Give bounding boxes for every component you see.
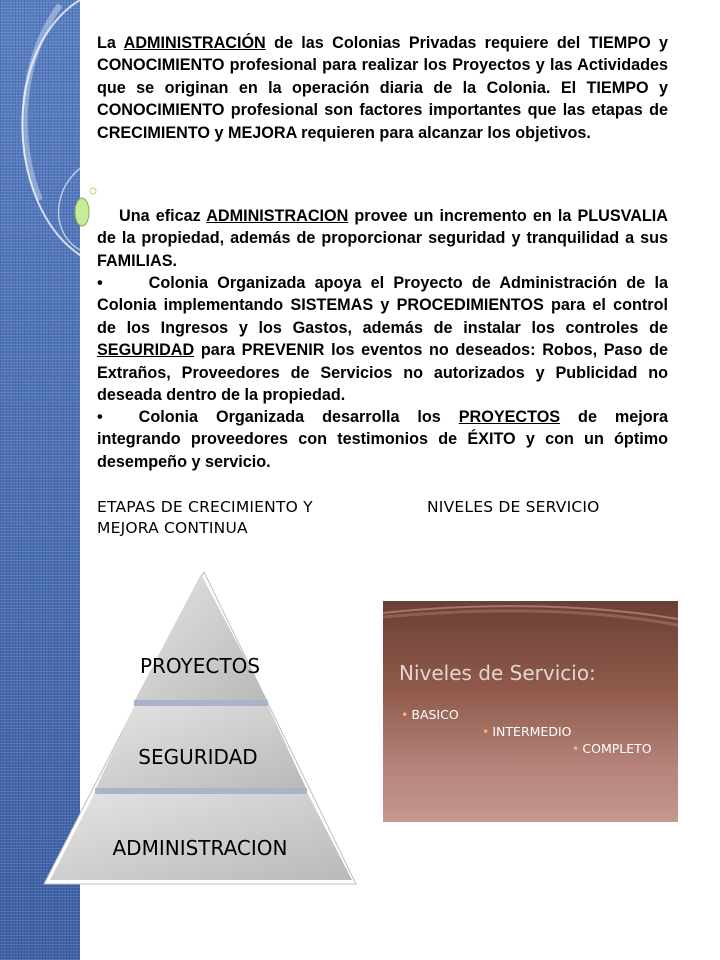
pyramid-level-seguridad: SEGURIDAD: [138, 745, 258, 769]
slide-title: Niveles de Servicio:: [399, 661, 596, 685]
paragraph-administracion: La ADMINISTRACIÓN de las Colonias Privadas requiere del TIEMPO y CONOCIMIENTO profesional para realizar los Proyectos y las Actividades que se originan en la operación diaria de la Colonia. El TIEMPO y CONOCIMIENTO profesional son factores importantes que las etapas de CRECIMIENTO y MEJORA requieren para alcanzar los objetivos.: [97, 34, 669, 142]
bullet: •: [97, 274, 103, 292]
paragraph-sistemas: • Colonia Organizada apoya el Proyecto de Administración de la Colonia implementando SISTEMAS y PROCEDIMIENTOS para el control de los Ingresos y los Gastos, además de instalar los controles de SEGURIDAD para PREVENIR los eventos no deseados: Robos, Paso de Extraños, Proveedores de Servicios no autorizados y Publicidad no deseada dentro de la propiedad.: [97, 274, 668, 405]
niveles-heading: NIVELES DE SERVICIO: [427, 498, 600, 516]
slide-swoosh: [383, 601, 678, 641]
service-levels-slide: [383, 601, 678, 822]
level-intermedio: • INTERMEDIO: [482, 724, 572, 739]
level-completo: • COMPLETO: [572, 741, 652, 756]
paragraph-proyectos: • Colonia Organizada desarrolla los PROYECTOS de mejora integrando proveedores con testimonios de ÉXITO y con un óptimo desempeño y servicio.: [97, 408, 668, 471]
paragraph-plusvalia: Una eficaz ADMINISTRACION provee un incremento en la PLUSVALIA de la propiedad, además de proporcionar seguridad y tranquilidad a sus FAMILIAS.: [97, 207, 668, 270]
pyramid-level-proyectos: PROYECTOS: [139, 654, 261, 678]
bullet: •: [97, 408, 103, 426]
etapas-heading: ETAPAS DE CRECIMIENTO Y MEJORA CONTINUA: [97, 498, 313, 537]
level-basico: • BASICO: [401, 707, 459, 722]
pyramid-level-administracion: ADMINISTRACION: [112, 836, 288, 860]
